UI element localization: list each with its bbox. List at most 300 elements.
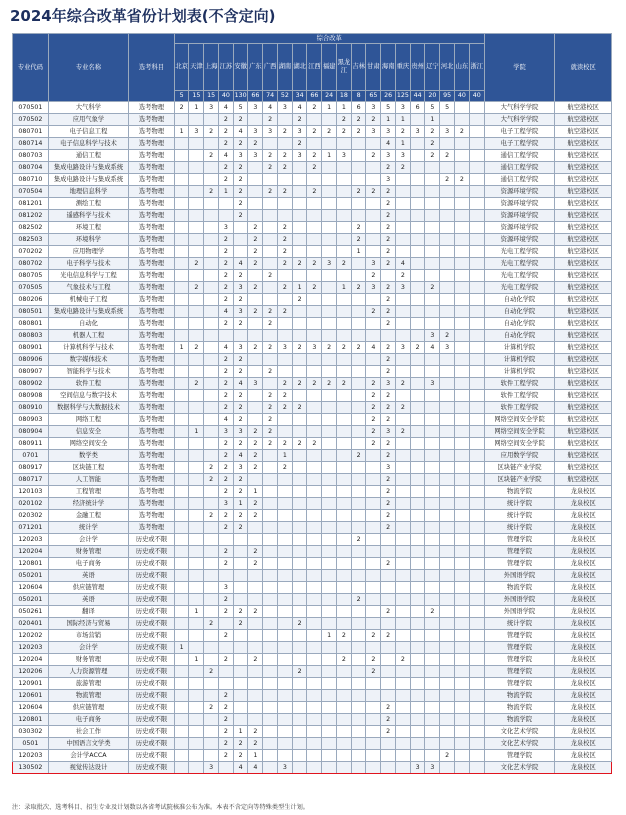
cell-quota <box>277 666 292 678</box>
cell-quota <box>218 570 233 582</box>
cell-quota: 2 <box>248 738 263 750</box>
table-row <box>13 342 612 354</box>
cell-quota <box>277 354 292 366</box>
cell-quota: 2 <box>218 558 233 570</box>
cell-quota <box>174 498 189 510</box>
header-province: 贵州 <box>410 44 425 91</box>
cell-quota <box>366 318 381 330</box>
cell-quota <box>366 618 381 630</box>
cell-code: 120604 <box>13 702 49 714</box>
cell-quota: 3 <box>277 102 292 114</box>
table-row <box>13 390 612 402</box>
cell-major: 通信工程 <box>48 150 128 162</box>
cell-quota <box>454 570 469 582</box>
cell-quota <box>425 246 440 258</box>
cell-quota <box>440 666 455 678</box>
cell-quota <box>277 594 292 606</box>
cell-quota <box>277 114 292 126</box>
cell-quota: 2 <box>204 702 219 714</box>
cell-quota <box>336 366 351 378</box>
cell-quota <box>425 486 440 498</box>
cell-quota <box>307 474 322 486</box>
cell-quota <box>425 558 440 570</box>
cell-campus: 航空港校区 <box>555 258 612 270</box>
cell-subject: 历史或不限 <box>129 534 175 546</box>
cell-code: 070501 <box>13 102 49 114</box>
cell-quota <box>174 618 189 630</box>
cell-subject: 选考物理 <box>129 282 175 294</box>
cell-major: 工程管理 <box>48 486 128 498</box>
cell-major: 环境工程 <box>48 222 128 234</box>
cell-quota: 2 <box>248 606 263 618</box>
cell-quota <box>174 270 189 282</box>
cell-quota <box>440 726 455 738</box>
table-row <box>13 558 612 570</box>
cell-quota <box>189 534 204 546</box>
cell-quota: 2 <box>366 666 381 678</box>
cell-quota: 2 <box>336 654 351 666</box>
cell-quota <box>189 714 204 726</box>
cell-quota <box>336 738 351 750</box>
cell-quota <box>336 186 351 198</box>
cell-quota <box>322 510 337 522</box>
cell-quota <box>233 666 248 678</box>
cell-quota: 2 <box>248 234 263 246</box>
cell-quota <box>204 210 219 222</box>
cell-quota <box>454 714 469 726</box>
cell-quota <box>351 642 366 654</box>
cell-quota: 3 <box>277 762 292 774</box>
cell-quota <box>307 210 322 222</box>
cell-major: 英语 <box>48 594 128 606</box>
cell-quota <box>454 222 469 234</box>
cell-quota <box>174 402 189 414</box>
cell-major: 机器人工程 <box>48 330 128 342</box>
cell-subject: 选考物理 <box>129 474 175 486</box>
cell-quota <box>277 702 292 714</box>
cell-subject: 选考物理 <box>129 354 175 366</box>
cell-quota <box>425 510 440 522</box>
header-campus: 就读校区 <box>555 34 612 102</box>
cell-quota <box>336 762 351 774</box>
cell-quota <box>322 702 337 714</box>
cell-quota <box>454 630 469 642</box>
cell-quota <box>351 438 366 450</box>
cell-quota: 5 <box>440 102 455 114</box>
cell-quota <box>174 558 189 570</box>
cell-quota: 2 <box>218 438 233 450</box>
cell-quota <box>189 582 204 594</box>
cell-quota <box>307 534 322 546</box>
cell-quota <box>351 714 366 726</box>
cell-campus: 龙泉校区 <box>555 738 612 750</box>
cell-quota: 2 <box>381 186 396 198</box>
cell-quota <box>174 474 189 486</box>
cell-quota <box>263 210 278 222</box>
cell-quota <box>189 594 204 606</box>
cell-quota <box>277 426 292 438</box>
cell-campus: 航空港校区 <box>555 318 612 330</box>
cell-quota <box>263 198 278 210</box>
cell-code: 080717 <box>13 474 49 486</box>
cell-quota <box>410 414 425 426</box>
cell-quota <box>440 246 455 258</box>
cell-quota <box>469 654 484 666</box>
cell-major: 软件工程 <box>48 378 128 390</box>
cell-quota <box>292 750 307 762</box>
cell-quota <box>425 570 440 582</box>
cell-code: 080906 <box>13 354 49 366</box>
cell-quota: 3 <box>218 498 233 510</box>
table-row <box>13 102 612 114</box>
cell-quota <box>263 450 278 462</box>
cell-quota <box>469 522 484 534</box>
cell-quota <box>292 582 307 594</box>
cell-quota <box>395 522 410 534</box>
cell-quota <box>351 210 366 222</box>
cell-quota <box>351 750 366 762</box>
cell-quota <box>248 690 263 702</box>
cell-quota <box>277 558 292 570</box>
cell-code: 120204 <box>13 546 49 558</box>
cell-quota <box>263 582 278 594</box>
cell-quota <box>469 582 484 594</box>
cell-college: 管理学院 <box>484 546 555 558</box>
cell-campus: 龙泉校区 <box>555 606 612 618</box>
cell-quota <box>469 414 484 426</box>
cell-quota <box>454 426 469 438</box>
table-row <box>13 126 612 138</box>
cell-quota: 2 <box>366 414 381 426</box>
cell-quota: 2 <box>248 726 263 738</box>
cell-quota <box>263 570 278 582</box>
header-province-total: 15 <box>204 91 219 102</box>
cell-quota <box>204 246 219 258</box>
table-row <box>13 426 612 438</box>
cell-quota <box>204 402 219 414</box>
cell-quota <box>381 270 396 282</box>
cell-quota: 2 <box>233 210 248 222</box>
cell-code: 070502 <box>13 114 49 126</box>
cell-quota <box>469 198 484 210</box>
cell-quota <box>277 510 292 522</box>
cell-quota <box>189 354 204 366</box>
header-province: 黑龙江 <box>336 44 351 91</box>
cell-quota <box>469 402 484 414</box>
cell-quota <box>322 198 337 210</box>
cell-quota: 2 <box>395 402 410 414</box>
cell-major: 国际经济与贸易 <box>48 618 128 630</box>
header-province-total: 26 <box>381 91 396 102</box>
cell-quota <box>248 114 263 126</box>
cell-college: 管理学院 <box>484 750 555 762</box>
cell-college: 自动化学院 <box>484 306 555 318</box>
cell-major: 财务管理 <box>48 546 128 558</box>
cell-college: 通信工程学院 <box>484 162 555 174</box>
cell-quota <box>454 498 469 510</box>
cell-college: 管理学院 <box>484 642 555 654</box>
cell-quota <box>263 738 278 750</box>
cell-code: 130502 <box>13 762 49 774</box>
cell-quota <box>263 330 278 342</box>
cell-quota <box>277 474 292 486</box>
table-row <box>13 330 612 342</box>
cell-quota <box>454 678 469 690</box>
cell-quota <box>395 762 410 774</box>
cell-code: 120801 <box>13 714 49 726</box>
table-row <box>13 690 612 702</box>
cell-quota <box>248 702 263 714</box>
cell-quota: 2 <box>277 306 292 318</box>
cell-quota: 2 <box>381 714 396 726</box>
cell-quota <box>277 630 292 642</box>
cell-quota: 5 <box>381 102 396 114</box>
cell-quota <box>395 666 410 678</box>
cell-quota <box>336 678 351 690</box>
cell-quota <box>336 174 351 186</box>
cell-quota <box>174 150 189 162</box>
cell-quota <box>307 510 322 522</box>
cell-quota <box>454 582 469 594</box>
cell-quota <box>322 750 337 762</box>
cell-quota <box>263 666 278 678</box>
cell-quota <box>366 162 381 174</box>
cell-quota: 2 <box>381 630 396 642</box>
cell-quota <box>440 702 455 714</box>
cell-quota <box>425 426 440 438</box>
table-row <box>13 198 612 210</box>
cell-quota: 2 <box>307 186 322 198</box>
cell-quota <box>469 618 484 630</box>
cell-quota: 2 <box>263 270 278 282</box>
cell-code: 080705 <box>13 270 49 282</box>
cell-quota <box>248 390 263 402</box>
cell-major: 地理信息科学 <box>48 186 128 198</box>
cell-quota <box>425 642 440 654</box>
cell-quota <box>454 702 469 714</box>
cell-quota: 6 <box>351 102 366 114</box>
cell-quota: 2 <box>381 702 396 714</box>
cell-quota <box>469 498 484 510</box>
plan-table-container <box>12 33 612 774</box>
cell-quota <box>189 186 204 198</box>
cell-quota <box>174 234 189 246</box>
footnote: 注：录取批次、选考科目、招生专业及计划数以各省考试院核准公布为准。本表不含定向等特殊类型生计划。 <box>12 804 309 811</box>
cell-quota <box>395 510 410 522</box>
cell-quota <box>307 222 322 234</box>
cell-college: 统计学院 <box>484 522 555 534</box>
cell-quota <box>351 606 366 618</box>
cell-college: 管理学院 <box>484 654 555 666</box>
cell-quota: 2 <box>218 462 233 474</box>
cell-quota <box>351 690 366 702</box>
cell-college: 自动化学院 <box>484 318 555 330</box>
header-province: 浙江 <box>469 44 484 91</box>
cell-quota <box>292 474 307 486</box>
cell-campus: 航空港校区 <box>555 186 612 198</box>
cell-quota <box>248 618 263 630</box>
cell-quota <box>322 474 337 486</box>
cell-campus: 龙泉校区 <box>555 546 612 558</box>
cell-quota <box>410 462 425 474</box>
cell-code: 120206 <box>13 666 49 678</box>
cell-quota <box>469 342 484 354</box>
cell-quota <box>322 522 337 534</box>
cell-quota: 2 <box>395 126 410 138</box>
cell-quota <box>189 522 204 534</box>
cell-campus: 航空港校区 <box>555 102 612 114</box>
cell-quota <box>425 582 440 594</box>
table-row <box>13 270 612 282</box>
cell-campus: 龙泉校区 <box>555 498 612 510</box>
cell-quota <box>263 546 278 558</box>
cell-quota <box>174 522 189 534</box>
cell-quota <box>440 558 455 570</box>
cell-quota: 2 <box>381 210 396 222</box>
header-province-total: 74 <box>263 91 278 102</box>
cell-quota: 1 <box>248 750 263 762</box>
cell-subject: 历史或不限 <box>129 642 175 654</box>
cell-quota <box>425 594 440 606</box>
cell-quota <box>440 210 455 222</box>
cell-quota <box>307 246 322 258</box>
cell-quota: 2 <box>454 174 469 186</box>
cell-quota <box>425 714 440 726</box>
cell-quota: 3 <box>440 342 455 354</box>
table-row <box>13 726 612 738</box>
cell-quota <box>469 258 484 270</box>
cell-quota <box>469 630 484 642</box>
cell-major: 视觉传达设计 <box>48 762 128 774</box>
cell-quota <box>189 294 204 306</box>
cell-quota <box>189 450 204 462</box>
cell-quota <box>440 366 455 378</box>
cell-quota <box>351 666 366 678</box>
cell-subject: 选考物理 <box>129 330 175 342</box>
table-row <box>13 642 612 654</box>
cell-code: 050261 <box>13 606 49 618</box>
cell-code: 080902 <box>13 378 49 390</box>
cell-college: 管理学院 <box>484 558 555 570</box>
cell-quota <box>366 354 381 366</box>
cell-quota <box>454 210 469 222</box>
cell-quota: 3 <box>218 222 233 234</box>
cell-quota: 2 <box>218 474 233 486</box>
cell-code: 081202 <box>13 210 49 222</box>
cell-quota <box>454 330 469 342</box>
cell-quota <box>277 738 292 750</box>
cell-quota <box>307 606 322 618</box>
cell-quota <box>395 750 410 762</box>
cell-quota: 2 <box>218 126 233 138</box>
cell-quota <box>322 726 337 738</box>
cell-quota <box>410 534 425 546</box>
cell-campus: 航空港校区 <box>555 330 612 342</box>
cell-quota <box>469 150 484 162</box>
cell-quota: 2 <box>366 426 381 438</box>
cell-quota: 2 <box>440 174 455 186</box>
cell-quota: 2 <box>351 342 366 354</box>
cell-quota <box>189 558 204 570</box>
cell-quota <box>189 174 204 186</box>
cell-quota: 2 <box>204 618 219 630</box>
cell-code: 080903 <box>13 414 49 426</box>
cell-quota <box>307 114 322 126</box>
cell-quota <box>410 474 425 486</box>
cell-quota: 2 <box>218 162 233 174</box>
cell-quota <box>454 138 469 150</box>
cell-code: 080703 <box>13 150 49 162</box>
cell-quota: 2 <box>336 114 351 126</box>
cell-quota <box>336 318 351 330</box>
cell-quota <box>292 366 307 378</box>
cell-quota <box>366 366 381 378</box>
cell-major: 人工智能 <box>48 474 128 486</box>
cell-quota: 2 <box>218 522 233 534</box>
cell-quota: 2 <box>381 258 396 270</box>
cell-quota <box>263 678 278 690</box>
cell-subject: 选考物理 <box>129 438 175 450</box>
cell-major: 网络空间安全 <box>48 438 128 450</box>
cell-quota <box>322 486 337 498</box>
cell-quota <box>204 306 219 318</box>
cell-quota: 2 <box>233 198 248 210</box>
cell-quota <box>322 666 337 678</box>
cell-code: 082503 <box>13 234 49 246</box>
cell-quota <box>366 714 381 726</box>
cell-quota <box>425 618 440 630</box>
cell-quota <box>277 318 292 330</box>
cell-quota: 2 <box>233 402 248 414</box>
cell-quota <box>351 354 366 366</box>
cell-code: 080907 <box>13 366 49 378</box>
cell-quota <box>322 210 337 222</box>
cell-quota <box>336 450 351 462</box>
cell-quota <box>395 738 410 750</box>
cell-quota <box>233 702 248 714</box>
cell-quota: 2 <box>292 402 307 414</box>
cell-quota: 2 <box>233 114 248 126</box>
cell-quota <box>189 234 204 246</box>
cell-quota <box>322 282 337 294</box>
cell-campus: 龙泉校区 <box>555 558 612 570</box>
header-name: 专业名称 <box>48 34 128 102</box>
cell-quota <box>233 570 248 582</box>
cell-subject: 历史或不限 <box>129 762 175 774</box>
cell-quota <box>410 282 425 294</box>
cell-quota <box>204 318 219 330</box>
cell-quota: 2 <box>381 318 396 330</box>
cell-quota <box>307 726 322 738</box>
cell-quota <box>322 330 337 342</box>
cell-quota <box>425 222 440 234</box>
cell-quota <box>174 702 189 714</box>
cell-quota <box>395 414 410 426</box>
cell-quota <box>292 210 307 222</box>
cell-quota <box>336 558 351 570</box>
cell-quota <box>351 366 366 378</box>
cell-quota: 2 <box>218 594 233 606</box>
cell-quota <box>440 186 455 198</box>
cell-major: 翻译 <box>48 606 128 618</box>
cell-quota <box>440 114 455 126</box>
cell-quota <box>454 594 469 606</box>
cell-subject: 选考物理 <box>129 102 175 114</box>
cell-quota <box>454 318 469 330</box>
cell-college: 物流学院 <box>484 714 555 726</box>
cell-code: 0701 <box>13 450 49 462</box>
cell-quota <box>292 678 307 690</box>
